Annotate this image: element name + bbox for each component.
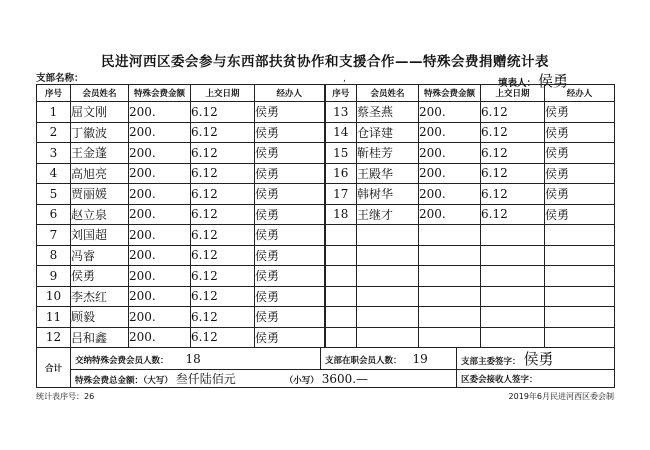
cell-date: 6.12 [191, 163, 255, 184]
cell-name [357, 225, 419, 246]
cell-amount [419, 307, 481, 328]
form-title: 民进河西区委会参与东西部扶贫协作和支援合作——特殊会费捐赠统计表 [101, 54, 549, 70]
cell-date: 6.12 [191, 327, 255, 348]
total-label: 合计 [37, 348, 71, 388]
cell-amount: 200. [129, 327, 191, 348]
cell-no [325, 245, 357, 266]
cell-handler: 侯勇 [545, 143, 615, 164]
cell-date: 6.12 [481, 184, 545, 205]
paid-count-label: 交纳特殊会费会员人数： [75, 355, 169, 366]
header-name: 会员姓名 [71, 85, 129, 102]
table-row [37, 102, 615, 123]
cell-date: 6.12 [191, 204, 255, 225]
table-row [37, 327, 615, 348]
cell-date: 6.12 [481, 163, 545, 184]
lower-label: （小写） [284, 376, 319, 386]
cell-name: 冯睿 [71, 245, 129, 266]
cell-handler: 侯勇 [545, 122, 615, 143]
cell-handler [545, 286, 615, 307]
cell-date [481, 225, 545, 246]
cell-name: 屈文刚 [71, 102, 129, 123]
receiver-sign-label: 区委会接收人签字： [461, 374, 538, 385]
header-date: 上交日期 [481, 85, 545, 102]
cell-no [325, 225, 357, 246]
cell-name [357, 286, 419, 307]
cell-date: 6.12 [191, 102, 255, 123]
cell-date: 6.12 [481, 143, 545, 164]
cell-amount: 200. [419, 184, 481, 205]
cell-amount: 200. [129, 245, 191, 266]
cell-date: 6.12 [481, 102, 545, 123]
branch-count-label: 支部在职会员人数： [325, 355, 402, 366]
mark-dot: , [343, 74, 346, 84]
cell-date: 6.12 [191, 143, 255, 164]
cell-name: 高旭亮 [71, 163, 129, 184]
summary-row-1 [37, 348, 615, 370]
cell-amount: 200. [129, 225, 191, 246]
cell-amount: 200. [129, 204, 191, 225]
cell-amount [419, 225, 481, 246]
cell-handler [545, 245, 615, 266]
branch-name-label: 支部名称： [36, 73, 84, 84]
cell-date [481, 307, 545, 328]
header-no: 序号 [325, 85, 357, 102]
cell-handler [545, 327, 615, 348]
issuer-note: 2019年6月民进河西区委会制 [508, 392, 614, 401]
cell-name: 仓译建 [357, 122, 419, 143]
header-date: 上交日期 [191, 85, 255, 102]
cell-no [325, 286, 357, 307]
cell-name [357, 266, 419, 287]
cell-no: 14 [325, 122, 357, 143]
cell-amount: 200. [129, 184, 191, 205]
cell-name: 吕和鑫 [71, 327, 129, 348]
cell-handler: 侯勇 [255, 266, 325, 287]
total-amount-label: 特殊会费总金额：（大写） [75, 376, 173, 386]
cell-name: 李杰红 [71, 286, 129, 307]
cell-amount: 200. [129, 286, 191, 307]
cell-name: 贾丽媛 [71, 184, 129, 205]
cell-no: 2 [37, 122, 71, 143]
cell-handler [545, 266, 615, 287]
cell-handler: 侯勇 [255, 204, 325, 225]
cell-handler: 侯勇 [255, 307, 325, 328]
cell-no [325, 327, 357, 348]
table-row [37, 307, 615, 328]
cell-date: 6.12 [191, 266, 255, 287]
table-row [37, 143, 615, 164]
cell-name: 王继才 [357, 204, 419, 225]
cell-name: 韩树华 [357, 184, 419, 205]
cell-no: 5 [37, 184, 71, 205]
cell-date: 6.12 [481, 204, 545, 225]
header-row [37, 85, 615, 102]
summary-table [36, 347, 615, 388]
table-row [37, 225, 615, 246]
cell-no: 11 [37, 307, 71, 328]
filler-signature: 侯勇 [538, 72, 569, 90]
cell-handler: 侯勇 [255, 286, 325, 307]
cell-no: 7 [37, 225, 71, 246]
donation-table [36, 84, 615, 348]
cell-handler: 侯勇 [255, 245, 325, 266]
cell-no: 17 [325, 184, 357, 205]
cell-handler: 侯勇 [255, 102, 325, 123]
cell-amount [419, 245, 481, 266]
cell-amount: 200. [129, 143, 191, 164]
paid-count-cell [71, 348, 321, 370]
receiver-sign-cell [457, 370, 615, 388]
cell-amount: 200. [129, 102, 191, 123]
total-amount-lower: 3600.— [321, 372, 369, 386]
cell-name [357, 245, 419, 266]
cell-date: 6.12 [191, 122, 255, 143]
cell-no: 8 [37, 245, 71, 266]
table-row [37, 163, 615, 184]
table-row [37, 184, 615, 205]
table-row [37, 245, 615, 266]
leader-sign-label: 支部主委签字： [461, 357, 521, 367]
total-amount-upper: 叁仟陆佰元 [175, 372, 236, 386]
cell-no: 6 [37, 204, 71, 225]
cell-handler: 侯勇 [255, 225, 325, 246]
cell-date: 6.12 [191, 225, 255, 246]
cell-amount: 200. [419, 204, 481, 225]
cell-handler: 侯勇 [545, 163, 615, 184]
cell-no: 4 [37, 163, 71, 184]
paid-count-value: 18 [185, 351, 201, 366]
header-name: 会员姓名 [357, 85, 419, 102]
cell-amount [419, 266, 481, 287]
cell-no: 12 [37, 327, 71, 348]
header-amount: 特殊会费金额 [419, 85, 481, 102]
cell-name [357, 327, 419, 348]
cell-name: 顾毅 [71, 307, 129, 328]
cell-date [481, 286, 545, 307]
header-amount: 特殊会费金额 [129, 85, 191, 102]
cell-name [357, 307, 419, 328]
cell-name: 蔡圣燕 [357, 102, 419, 123]
cell-no: 15 [325, 143, 357, 164]
table-row [37, 122, 615, 143]
cell-handler: 侯勇 [545, 204, 615, 225]
cell-no: 18 [325, 204, 357, 225]
cell-no: 3 [37, 143, 71, 164]
cell-no [325, 266, 357, 287]
cell-amount: 200. [419, 143, 481, 164]
branch-count-value: 19 [412, 351, 428, 366]
cell-date [481, 245, 545, 266]
header-no: 序号 [37, 85, 71, 102]
cell-date: 6.12 [191, 184, 255, 205]
table-row [37, 204, 615, 225]
leader-sign-cell [457, 348, 615, 370]
cell-no: 1 [37, 102, 71, 123]
table-row [37, 266, 615, 287]
cell-no [325, 307, 357, 328]
cell-amount: 200. [129, 163, 191, 184]
table-row [37, 286, 615, 307]
cell-date: 6.12 [481, 122, 545, 143]
cell-name: 丁徽波 [71, 122, 129, 143]
cell-name: 赵立泉 [71, 204, 129, 225]
cell-handler: 侯勇 [545, 184, 615, 205]
cell-amount: 200. [129, 307, 191, 328]
cell-amount [419, 327, 481, 348]
cell-amount: 200. [419, 163, 481, 184]
cell-handler [545, 225, 615, 246]
cell-handler: 侯勇 [255, 184, 325, 205]
cell-no: 10 [37, 286, 71, 307]
cell-handler: 侯勇 [255, 163, 325, 184]
cell-amount: 200. [129, 266, 191, 287]
leader-signature: 侯勇 [523, 350, 554, 368]
cell-date [481, 266, 545, 287]
cell-handler: 侯勇 [255, 327, 325, 348]
summary-row-2 [37, 370, 615, 388]
cell-handler: 侯勇 [255, 143, 325, 164]
form-number: 统计表序号：26 [36, 392, 95, 401]
cell-date [481, 327, 545, 348]
cell-handler: 侯勇 [255, 122, 325, 143]
cell-name: 侯勇 [71, 266, 129, 287]
cell-amount [419, 286, 481, 307]
cell-name: 王殿华 [357, 163, 419, 184]
cell-amount: 200. [419, 122, 481, 143]
filler-label: 填表人： [498, 78, 537, 89]
branch-count-cell [321, 348, 457, 370]
header-handler: 经办人 [545, 85, 615, 102]
cell-amount: 200. [129, 122, 191, 143]
cell-date: 6.12 [191, 245, 255, 266]
cell-no: 13 [325, 102, 357, 123]
cell-handler: 侯勇 [545, 102, 615, 123]
cell-name: 靳桂芳 [357, 143, 419, 164]
cell-date: 6.12 [191, 307, 255, 328]
cell-no: 9 [37, 266, 71, 287]
header-handler: 经办人 [255, 85, 325, 102]
cell-handler [545, 307, 615, 328]
cell-date: 6.12 [191, 286, 255, 307]
total-amount-cell [71, 370, 457, 388]
cell-name: 王金蓬 [71, 143, 129, 164]
cell-name: 刘国超 [71, 225, 129, 246]
cell-no: 16 [325, 163, 357, 184]
cell-amount: 200. [419, 102, 481, 123]
